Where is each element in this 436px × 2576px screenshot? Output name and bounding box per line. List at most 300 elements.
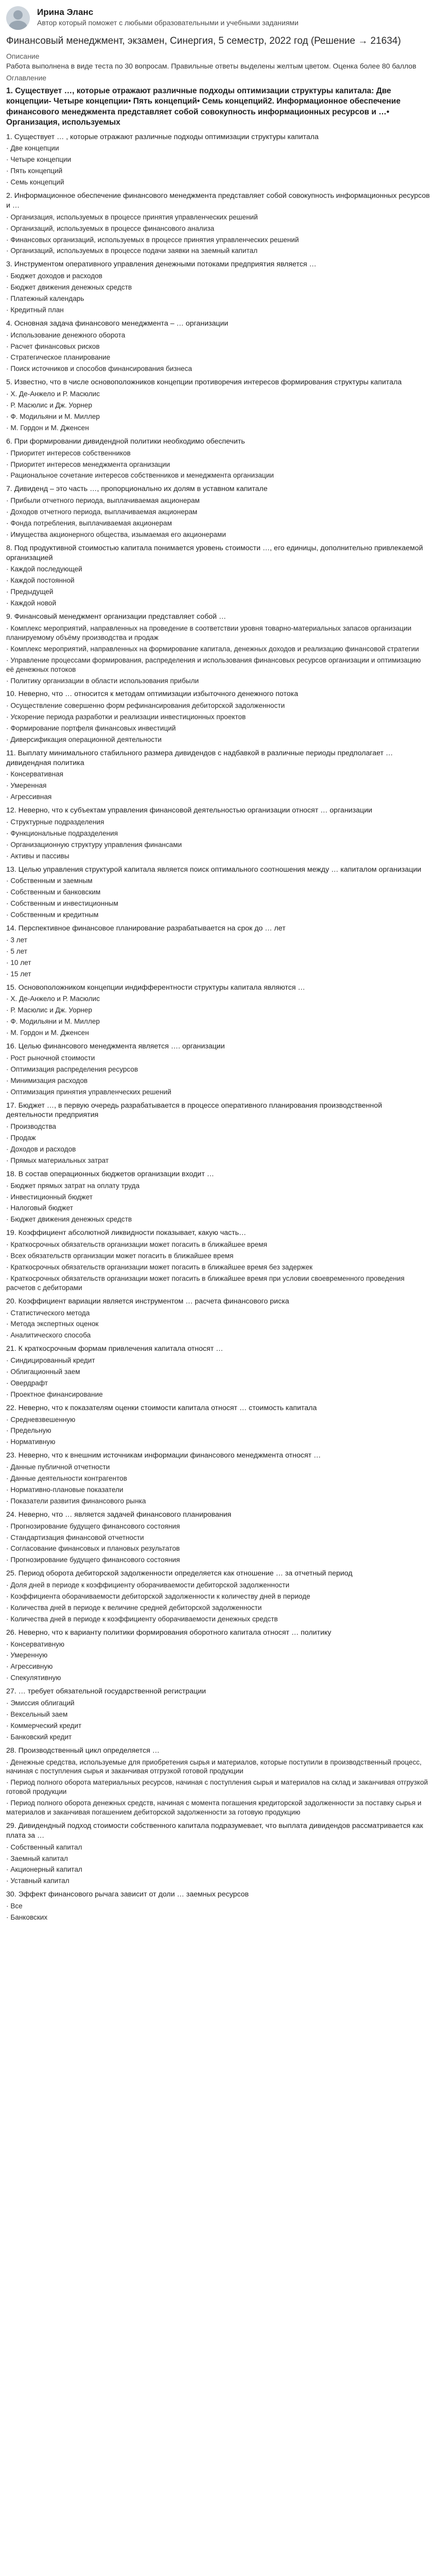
- answer-option: [6, 1204, 430, 1213]
- answer-option: [6, 1902, 430, 1911]
- answer-option-label: Организационную структуру управления финансами: [10, 840, 182, 849]
- question-text: 14. Перспективное финансовое планирование разрабатывается на срок до … лет: [6, 924, 286, 933]
- question-text: 17. Бюджет …, в первую очередь разрабатывается в процессе оперативного планирования производственной деятельности предприятия: [6, 1101, 382, 1120]
- bullet-icon: ·: [6, 1843, 11, 1851]
- answer-option-label: Организаций, используемых в процессе финансового анализа: [10, 224, 215, 232]
- bullet-icon: ·: [6, 1390, 11, 1398]
- answer-option-label: Предельную: [10, 1427, 51, 1435]
- bullet-icon: ·: [6, 1651, 11, 1659]
- question-text: 7. Дивиденд – это часть …, пропорционально их долям в уставном капитале: [6, 485, 268, 494]
- answer-option-label: Бюджет движения денежных средств: [10, 1215, 132, 1224]
- bullet-icon: ·: [6, 645, 11, 653]
- question-item: [6, 983, 430, 1038]
- bullet-icon: ·: [6, 331, 11, 339]
- question-item: [6, 1628, 430, 1683]
- bullet-icon: ·: [6, 1603, 11, 1612]
- answer-option: [6, 1662, 430, 1671]
- answer-option-label: Х. Де-Анжело и Р. Масюлис: [10, 390, 100, 398]
- answer-option-label: Краткосрочных обязательств организации может погасить в ближайшее время при условии своевременного проведения расчетов с дебиторами: [6, 1274, 405, 1292]
- answer-option-label: Каждой новой: [10, 599, 57, 607]
- answer-option-label: Ускорение периода разработки и реализации инвестиционных проектов: [10, 713, 246, 721]
- answer-option: [6, 1054, 430, 1063]
- question-item: [6, 191, 430, 256]
- answer-option: [6, 1854, 430, 1863]
- bullet-icon: ·: [6, 676, 11, 685]
- bullet-icon: ·: [6, 1054, 11, 1062]
- author-bio: Автор который поможет с любыми образовательными и учебными заданиями: [37, 19, 299, 27]
- answer-option-label: Рост рыночной стоимости: [10, 1054, 95, 1062]
- answer-option: [6, 331, 430, 340]
- answer-option-label: Краткосрочных обязательств организации может погасить в ближайшее время: [10, 1241, 267, 1249]
- answer-option-label: Вексельный заем: [10, 1710, 68, 1718]
- answer-option: [6, 994, 430, 1004]
- bullet-icon: ·: [6, 1263, 11, 1271]
- bullet-icon: ·: [6, 306, 11, 314]
- answer-option: [6, 1615, 430, 1624]
- bullet-icon: ·: [6, 877, 11, 885]
- bullet-icon: ·: [6, 1088, 11, 1096]
- bullet-icon: ·: [6, 1533, 11, 1541]
- answer-option-label: Нормативно-плановые показатели: [10, 1485, 124, 1494]
- answer-option-label: Доходов и расходов: [10, 1145, 76, 1153]
- answer-option-label: Консервативная: [10, 770, 64, 778]
- answer-option-label: Средневзвешенную: [10, 1415, 76, 1423]
- answer-option-label: Эмиссия облигаций: [10, 1699, 75, 1707]
- answer-option: [6, 1913, 430, 1922]
- answer-option: [6, 587, 430, 597]
- question-item: [6, 1228, 430, 1292]
- bullet-icon: ·: [6, 390, 11, 398]
- question-text: 24. Неверно, что … является задачей финансового планирования: [6, 1510, 232, 1519]
- bullet-icon: ·: [6, 283, 11, 292]
- question-item: [6, 1170, 430, 1224]
- answer-option-label: Функциональные подразделения: [10, 829, 118, 837]
- answer-option-label: 3 лет: [10, 936, 27, 944]
- answer-option: [6, 449, 430, 458]
- answer-option: [6, 166, 430, 176]
- answer-option: [6, 235, 430, 245]
- question-item: [6, 865, 430, 920]
- bullet-icon: ·: [6, 235, 11, 244]
- bullet-icon: ·: [6, 1193, 11, 1201]
- question-text: 25. Период оборота дебиторской задолженности определяется как отношение … за отчетный период: [6, 1569, 353, 1578]
- bullet-icon: ·: [6, 1913, 11, 1922]
- answer-option-label: Статистического метода: [10, 1309, 90, 1317]
- answer-option-label: Всех обязательств организации может погасить в ближайшее время: [10, 1252, 234, 1260]
- answer-option-label: Х. Де-Анжело и Р. Масюлис: [10, 995, 100, 1003]
- answer-option-label: Прогнозирование будущего финансового состояния: [10, 1522, 180, 1530]
- answer-option: [6, 471, 430, 480]
- answer-option-label: Финансовых организаций, используемых в процессе принятия управленческих решений: [10, 235, 299, 244]
- bullet-icon: ·: [6, 508, 11, 516]
- answer-option-label: Краткосрочных обязательств организации может погасить в ближайшее время без задержек: [10, 1263, 313, 1271]
- answer-option: [6, 144, 430, 153]
- answer-option: [6, 701, 430, 710]
- answer-option: [6, 1193, 430, 1202]
- bullet-icon: ·: [6, 947, 11, 955]
- bullet-icon: ·: [6, 1065, 11, 1073]
- answer-option-label: 15 лет: [10, 970, 31, 978]
- question-item: [6, 806, 430, 860]
- answer-option: [6, 656, 430, 674]
- question-list: [6, 86, 430, 1922]
- answer-option: [6, 1485, 430, 1495]
- answer-option: [6, 724, 430, 733]
- answer-option-label: Собственный капитал: [10, 1843, 82, 1851]
- answer-option: [6, 970, 430, 979]
- bullet-icon: ·: [6, 1699, 11, 1707]
- bullet-icon: ·: [6, 900, 11, 908]
- question-item: [6, 378, 430, 432]
- bullet-icon: ·: [6, 1733, 11, 1741]
- question-text: 22. Неверно, что к показателям оценки стоимости капитала относят … стоимость капитала: [6, 1403, 317, 1412]
- question-text: 12. Неверно, что к субъектам управления финансовой деятельностью организации относят … организации: [6, 806, 373, 815]
- bullet-icon: ·: [6, 449, 11, 457]
- avatar[interactable]: [6, 6, 30, 30]
- answer-option: [6, 1522, 430, 1531]
- answer-option: [6, 1145, 430, 1154]
- question-item: [6, 484, 430, 539]
- answer-option-label: Прямых материальных затрат: [10, 1156, 109, 1164]
- bullet-icon: ·: [6, 471, 11, 480]
- answer-option-label: Ф. Модильяни и М. Миллер: [10, 412, 100, 420]
- answer-option-label: Р. Масюлис и Дж. Уорнер: [10, 401, 92, 410]
- answer-option: [6, 1581, 430, 1590]
- answer-option-label: Организаций, используемых в процессе подачи заявки на заемный капитал: [10, 247, 258, 255]
- bullet-icon: ·: [6, 1320, 11, 1328]
- answer-option: [6, 1544, 430, 1553]
- answer-option-label: Облигационный заем: [10, 1367, 80, 1376]
- answer-option: [6, 1133, 430, 1143]
- question-item: [6, 1042, 430, 1096]
- answer-option: [6, 1331, 430, 1340]
- bullet-icon: ·: [6, 1241, 11, 1249]
- answer-option: [6, 364, 430, 374]
- answer-option-label: Период полного оборота денежных средств, начиная с момента погашения кредиторской задолженности за поставку сырья и материалов и заканчивая погашением дебиторской задолженности за готовую продукцию: [6, 1799, 422, 1817]
- answer-option-label: Количества дней в периоде к коэффициенту оборачиваемости денежных средств: [10, 1615, 278, 1623]
- answer-option: [6, 1603, 430, 1613]
- answer-option: [6, 1156, 430, 1165]
- answer-option-label: Структурные подразделения: [10, 818, 104, 826]
- bullet-icon: ·: [6, 1367, 11, 1376]
- answer-option: [6, 781, 430, 790]
- bullet-icon: ·: [6, 1877, 11, 1885]
- question-item: [6, 544, 430, 608]
- answer-option: [6, 496, 430, 505]
- answer-option: [6, 910, 430, 920]
- answer-option: [6, 213, 430, 222]
- bullet-icon: ·: [6, 1357, 11, 1365]
- answer-option-label: Имущества акционерного общества, изымаемая его акционерами: [10, 530, 226, 538]
- bullet-icon: ·: [6, 1640, 11, 1648]
- bullet-icon: ·: [6, 1215, 11, 1224]
- answer-option-label: Синдицированный кредит: [10, 1357, 95, 1365]
- bullet-icon: ·: [6, 144, 11, 152]
- question-text: 5. Известно, что в числе основоположников концепции противоречия интересов формирования структуры капитала: [6, 378, 402, 387]
- answer-option-label: 10 лет: [10, 958, 31, 967]
- question-text: 9. Финансовый менеджмент организации представляет собой …: [6, 613, 226, 621]
- answer-option: [6, 1274, 430, 1293]
- bullet-icon: ·: [6, 1866, 11, 1874]
- bullet-icon: ·: [6, 852, 11, 860]
- answer-option-label: Ф. Модильяни и М. Миллер: [10, 1018, 100, 1026]
- question-item: [6, 1403, 430, 1447]
- answer-option: [6, 1733, 430, 1742]
- bullet-icon: ·: [6, 736, 11, 743]
- answer-option-label: Кредитный план: [10, 306, 64, 314]
- answer-option: [6, 1006, 430, 1015]
- bullet-icon: ·: [6, 588, 11, 596]
- answer-option: [6, 1865, 430, 1874]
- bullet-icon: ·: [6, 702, 11, 710]
- bullet-icon: ·: [6, 1156, 11, 1164]
- bullet-icon: ·: [6, 1475, 11, 1483]
- bullet-icon: ·: [6, 1006, 11, 1014]
- answer-option: [6, 1640, 430, 1649]
- question-text: 15. Основоположником концепции индифферентности структуры капитала являются …: [6, 983, 305, 992]
- answer-option-label: Умеренная: [10, 782, 47, 790]
- answer-option: [6, 947, 430, 956]
- question-text: 1. Существует … , которые отражают различные подходы оптимизации структуры капитала: [6, 132, 319, 141]
- bullet-icon: ·: [6, 519, 11, 527]
- bullet-icon: ·: [6, 295, 11, 302]
- bullet-icon: ·: [6, 156, 11, 164]
- answer-option-label: Активы и пассивы: [10, 852, 69, 860]
- answer-option-label: Банковских: [10, 1913, 48, 1922]
- answer-option: [6, 401, 430, 410]
- answer-option: [6, 1437, 430, 1447]
- bullet-icon: ·: [6, 423, 11, 432]
- answer-option-label: Налоговый бюджет: [10, 1204, 73, 1212]
- answer-option: [6, 676, 430, 686]
- question-item: [6, 1821, 430, 1886]
- answer-option: [6, 1651, 430, 1660]
- bullet-icon: ·: [6, 365, 11, 373]
- answer-option-label: Предыдущей: [10, 588, 54, 596]
- answer-option: [6, 342, 430, 351]
- answer-option-label: Политику организации в области использования прибыли: [10, 676, 199, 685]
- bullet-icon: ·: [6, 713, 11, 721]
- bullet-icon: ·: [6, 656, 11, 664]
- bullet-icon: ·: [6, 818, 11, 826]
- answer-option: [6, 1474, 430, 1483]
- bullet-icon: ·: [6, 1710, 11, 1718]
- answer-option: [6, 1367, 430, 1377]
- answer-option-label: Доходов отчетного периода, выплачиваемая акционерам: [10, 508, 198, 516]
- answer-option: [6, 565, 430, 574]
- bullet-icon: ·: [6, 1556, 11, 1564]
- question-text: 13. Целью управления структурой капитала является поиск оптимального соотношения между … капиталом организации: [6, 865, 422, 874]
- answer-option-label: Пять концепций: [10, 167, 63, 175]
- bullet-icon: ·: [6, 342, 11, 350]
- question-text: 23. Неверно, что к внешним источникам информации финансового менеджмента относят …: [6, 1451, 321, 1460]
- bullet-icon: ·: [6, 1018, 11, 1026]
- answer-option: [6, 1309, 430, 1318]
- bullet-icon: ·: [6, 1274, 11, 1282]
- answer-option-label: Инвестиционный бюджет: [10, 1193, 93, 1201]
- answer-option: [6, 899, 430, 908]
- bullet-icon: ·: [6, 1615, 11, 1623]
- answer-option: [6, 272, 430, 281]
- answer-option: [6, 1122, 430, 1131]
- answer-option-label: Все: [10, 1902, 23, 1910]
- bullet-icon: ·: [6, 412, 11, 420]
- answer-option-label: Приоритет интересов менеджмента организации: [10, 460, 170, 468]
- answer-option-label: Две концепции: [10, 144, 59, 152]
- bullet-icon: ·: [6, 224, 11, 232]
- answer-option: [6, 389, 430, 399]
- question-item: [6, 749, 430, 802]
- answer-option: [6, 1426, 430, 1435]
- question-text: 19. Коэффициент абсолютной ликвидности показывает, какую часть…: [6, 1229, 247, 1238]
- bullet-icon: ·: [6, 888, 11, 896]
- author-name[interactable]: Ирина Эланс: [37, 7, 94, 17]
- question-text: 4. Основная задача финансового менеджмента – … организации: [6, 319, 229, 328]
- author-info: [37, 6, 299, 28]
- answer-option: [6, 246, 430, 256]
- answer-option-label: Агрессивная: [10, 793, 52, 801]
- answer-option-label: Минимизация расходов: [10, 1076, 88, 1084]
- toc-label: Оглавление: [6, 73, 47, 82]
- question-text: 1. Существует …, которые отражают различные подходы оптимизации структуры капитала: Две концепции- Четыре концепции• Пять концепций• Семь концепций2. Информационное обеспечение финансового менеджмента представляет собой совокупность информационных ресурсов и …• Организация, используемых: [6, 86, 401, 127]
- bullet-icon: ·: [6, 272, 11, 280]
- bullet-icon: ·: [6, 497, 11, 505]
- bullet-icon: ·: [6, 724, 11, 733]
- answer-option-label: Денежные средства, используемые для приобретения сырья и материалов, которые поступили в производственный процесс, начиная с поступления сырья и заканчивая отгрузкой готовой продукции: [6, 1758, 422, 1775]
- answer-option-label: Расчет финансовых рисков: [10, 342, 100, 350]
- answer-option-label: Согласование финансовых и плановых результатов: [10, 1545, 180, 1553]
- answer-option: [6, 1699, 430, 1708]
- bullet-icon: ·: [6, 770, 11, 778]
- answer-option-label: Овердрафт: [10, 1379, 48, 1387]
- bullet-icon: ·: [6, 1592, 11, 1600]
- answer-option-label: Показатели развития финансового рынка: [10, 1497, 146, 1505]
- bullet-icon: ·: [6, 577, 11, 585]
- answer-option: [6, 178, 430, 187]
- answer-option: [6, 936, 430, 945]
- question-item: [6, 1510, 430, 1565]
- answer-option-label: Данные публичной отчетности: [10, 1463, 110, 1471]
- answer-option-label: Умеренную: [10, 1651, 48, 1659]
- question-text: 26. Неверно, что к варианту политики формирования оборотного капитала относят … политику: [6, 1628, 332, 1637]
- answer-option-label: Производства: [10, 1123, 56, 1131]
- answer-option: [6, 770, 430, 779]
- answer-option-label: Агрессивную: [10, 1663, 53, 1671]
- answer-option-label: Семь концепций: [10, 178, 64, 187]
- question-item: [6, 689, 430, 744]
- answer-option: [6, 283, 430, 292]
- bullet-icon: ·: [6, 782, 11, 790]
- bullet-icon: ·: [6, 1415, 11, 1423]
- bullet-icon: ·: [6, 460, 11, 468]
- bullet-icon: ·: [6, 1545, 11, 1553]
- bullet-icon: ·: [6, 624, 11, 632]
- answer-option-label: Р. Масюлис и Дж. Уорнер: [10, 1006, 92, 1014]
- answer-option-label: Поиск источников и способов финансирования бизнеса: [10, 365, 193, 373]
- answer-option: [6, 829, 430, 838]
- answer-option: [6, 1463, 430, 1472]
- description-text: Работа выполнена в виде теста по 30 вопросам. Правильные ответы выделены желтым цветом. Оценка более 80 баллов: [6, 61, 416, 70]
- bullet-icon: ·: [6, 840, 11, 849]
- answer-option-label: Платежный календарь: [10, 295, 84, 302]
- question-text: 16. Целью финансового менеджмента является …. организации: [6, 1042, 225, 1051]
- answer-option-label: Проектное финансирование: [10, 1390, 103, 1398]
- question-text: 6. При формировании дивидендной политики необходимо обеспечить: [6, 437, 245, 446]
- answer-option-label: Осуществление совершенно форм рефинансирования дебиторской задолженности: [10, 702, 285, 710]
- answer-option: [6, 888, 430, 897]
- question-text: 27. … требует обязательной государственной регистрации: [6, 1687, 206, 1696]
- description-label: Описание: [6, 52, 40, 60]
- answer-option: [6, 1076, 430, 1086]
- answer-option: [6, 1721, 430, 1731]
- question-item: [6, 437, 430, 481]
- answer-option-label: Период полного оборота материальных ресурсов, начиная с поступления сырья и материалов на склад и заканчивая отгрузкой готовой продукции: [6, 1778, 428, 1796]
- answer-option: [6, 792, 430, 802]
- bullet-icon: ·: [6, 1134, 11, 1142]
- answer-option-label: Собственным и инвестиционным: [10, 900, 118, 908]
- answer-option-label: Оптимизация распределения ресурсов: [10, 1065, 138, 1073]
- answer-option: [6, 1799, 430, 1817]
- question-item: [6, 132, 430, 187]
- question-item: [6, 1687, 430, 1741]
- question-text: 28. Производственный цикл определяется …: [6, 1746, 160, 1755]
- question-text: 11. Выплату минимального стабильного размера дивидендов с надбавкой в различные периоды предполагает … дивидендная политика: [6, 749, 393, 767]
- answer-option-label: Собственным и банковским: [10, 888, 101, 896]
- question-text: 3. Инструментом оперативного управления денежными потоками предприятия является …: [6, 260, 317, 269]
- question-item: [6, 319, 430, 374]
- answer-option-label: Использование денежного оборота: [10, 331, 126, 339]
- answer-option: [6, 1028, 430, 1038]
- bullet-icon: ·: [6, 565, 11, 573]
- answer-option: [6, 958, 430, 968]
- answer-option: [6, 1263, 430, 1272]
- answer-option: [6, 1673, 430, 1683]
- bullet-icon: ·: [6, 829, 11, 837]
- question-item: [6, 260, 430, 314]
- answer-option-label: Четыре концепции: [10, 156, 72, 164]
- answer-option-label: Диверсификация операционной деятельности: [10, 736, 162, 743]
- bullet-icon: ·: [6, 1497, 11, 1505]
- answer-option-label: Комплекс мероприятий, направленных на проведение в соответствии уровня товарно-материальных запасов организации планируемому объёму производства и продаж: [6, 624, 412, 641]
- question-item: [6, 924, 430, 978]
- answer-option-label: М. Гордон и М. Дженсен: [10, 423, 89, 432]
- answer-option: [6, 1415, 430, 1425]
- answer-option: [6, 530, 430, 539]
- answer-option: [6, 1497, 430, 1506]
- answer-option: [6, 1181, 430, 1191]
- answer-option-label: Уставный капитал: [10, 1877, 69, 1885]
- answer-option-label: Каждой постоянной: [10, 577, 75, 585]
- bullet-icon: ·: [6, 213, 11, 221]
- answer-option: [6, 1356, 430, 1365]
- question-text: 20. Коэффициент вариации является инструментом … расчета финансового риска: [6, 1297, 289, 1306]
- answer-option-label: Аналитического способа: [10, 1331, 91, 1340]
- answer-option-label: Фонда потребления, выплачиваемая акционерам: [10, 519, 172, 527]
- answer-option-label: Метода экспертных оценок: [10, 1320, 99, 1328]
- question-item: [6, 1297, 430, 1341]
- answer-option: [6, 224, 430, 233]
- bullet-icon: ·: [6, 1309, 11, 1317]
- answer-option-label: 5 лет: [10, 947, 27, 955]
- answer-option-label: Консервативную: [10, 1640, 65, 1648]
- answer-option-label: Организация, используемых в процессе принятия управленческих решений: [10, 213, 258, 221]
- bullet-icon: ·: [6, 1379, 11, 1387]
- answer-option-label: Продаж: [10, 1134, 36, 1142]
- answer-option-label: Формирование портфеля финансовых инвестиций: [10, 724, 176, 733]
- answer-option-label: Доля дней в периоде к коэффициенту оборачиваемости дебиторской задолженности: [10, 1581, 290, 1589]
- answer-option-label: Собственным и кредитным: [10, 911, 99, 919]
- question-item: [6, 1451, 430, 1505]
